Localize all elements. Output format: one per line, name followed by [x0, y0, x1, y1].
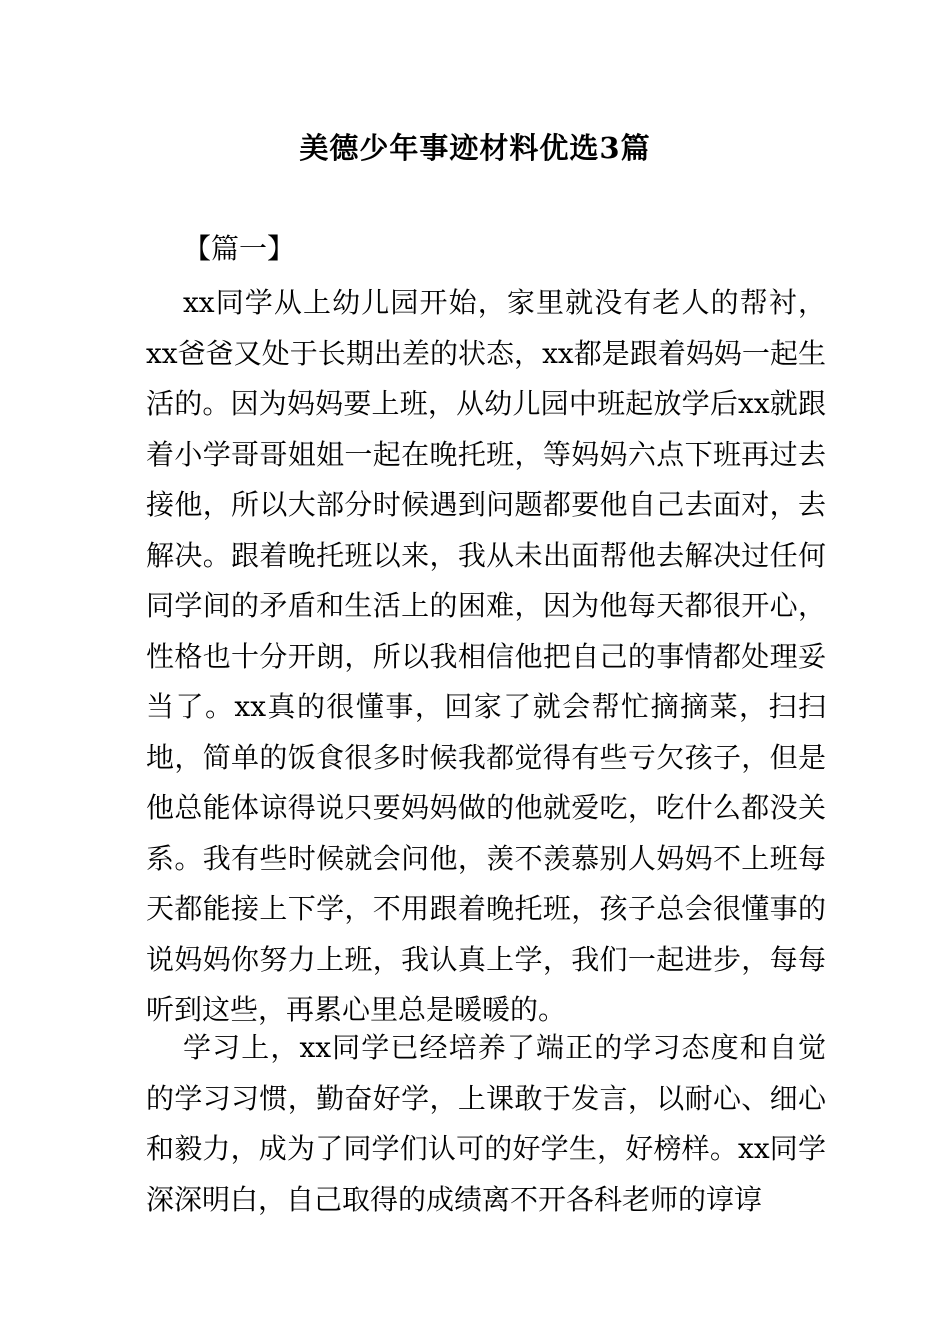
paragraph-1: xx同学从上幼儿园开始，家里就没有老人的帮衬，xx爸爸又处于长期出差的状态，xx都是跟着妈妈一起生活的。因为妈妈要上班，从幼儿园中班起放学后xx就跟着小学哥哥姐姐一起在晚托班，等妈妈六点下班再过去接他，所以大部分时候遇到问题都要他自己去面对，去解决。跟着晚托班以来，我从未出面帮他去解决过任何同学间的矛盾和生活上的困难，因为他每天都很开心，性格也十分开朗，所以我相信他把自己的事情都处理妥当了。xx真的很懂事，回家了就会帮忙摘摘菜，扫扫地，简单的饭食很多时候我都觉得有些亏欠孩子，但是他总能体谅得说只要妈妈做的他就爱吃，吃什么都没关系。我有些时候就会问他，羡不羡慕别人妈妈不上班每天都能接上下学，不用跟着晚托班，孩子总会很懂事的说妈妈你努力上班，我认真上学，我们一起进步，每每听到这些，再累心里总是暖暖的。 — [146, 286, 826, 1026]
paragraph-2: 学习上，xx同学已经培养了端正的学习态度和自觉的学习习惯，勤奋好学，上课敢于发言，以耐心、细心和毅力，成为了同学们认可的好学生，好榜样。xx同学深深明白，自己取得的成绩离不开各科老师的谆谆 — [146, 1031, 826, 1216]
section-label: 【篇一】 — [183, 232, 296, 265]
document-title: 美德少年事迹材料优选3篇 — [299, 131, 651, 165]
